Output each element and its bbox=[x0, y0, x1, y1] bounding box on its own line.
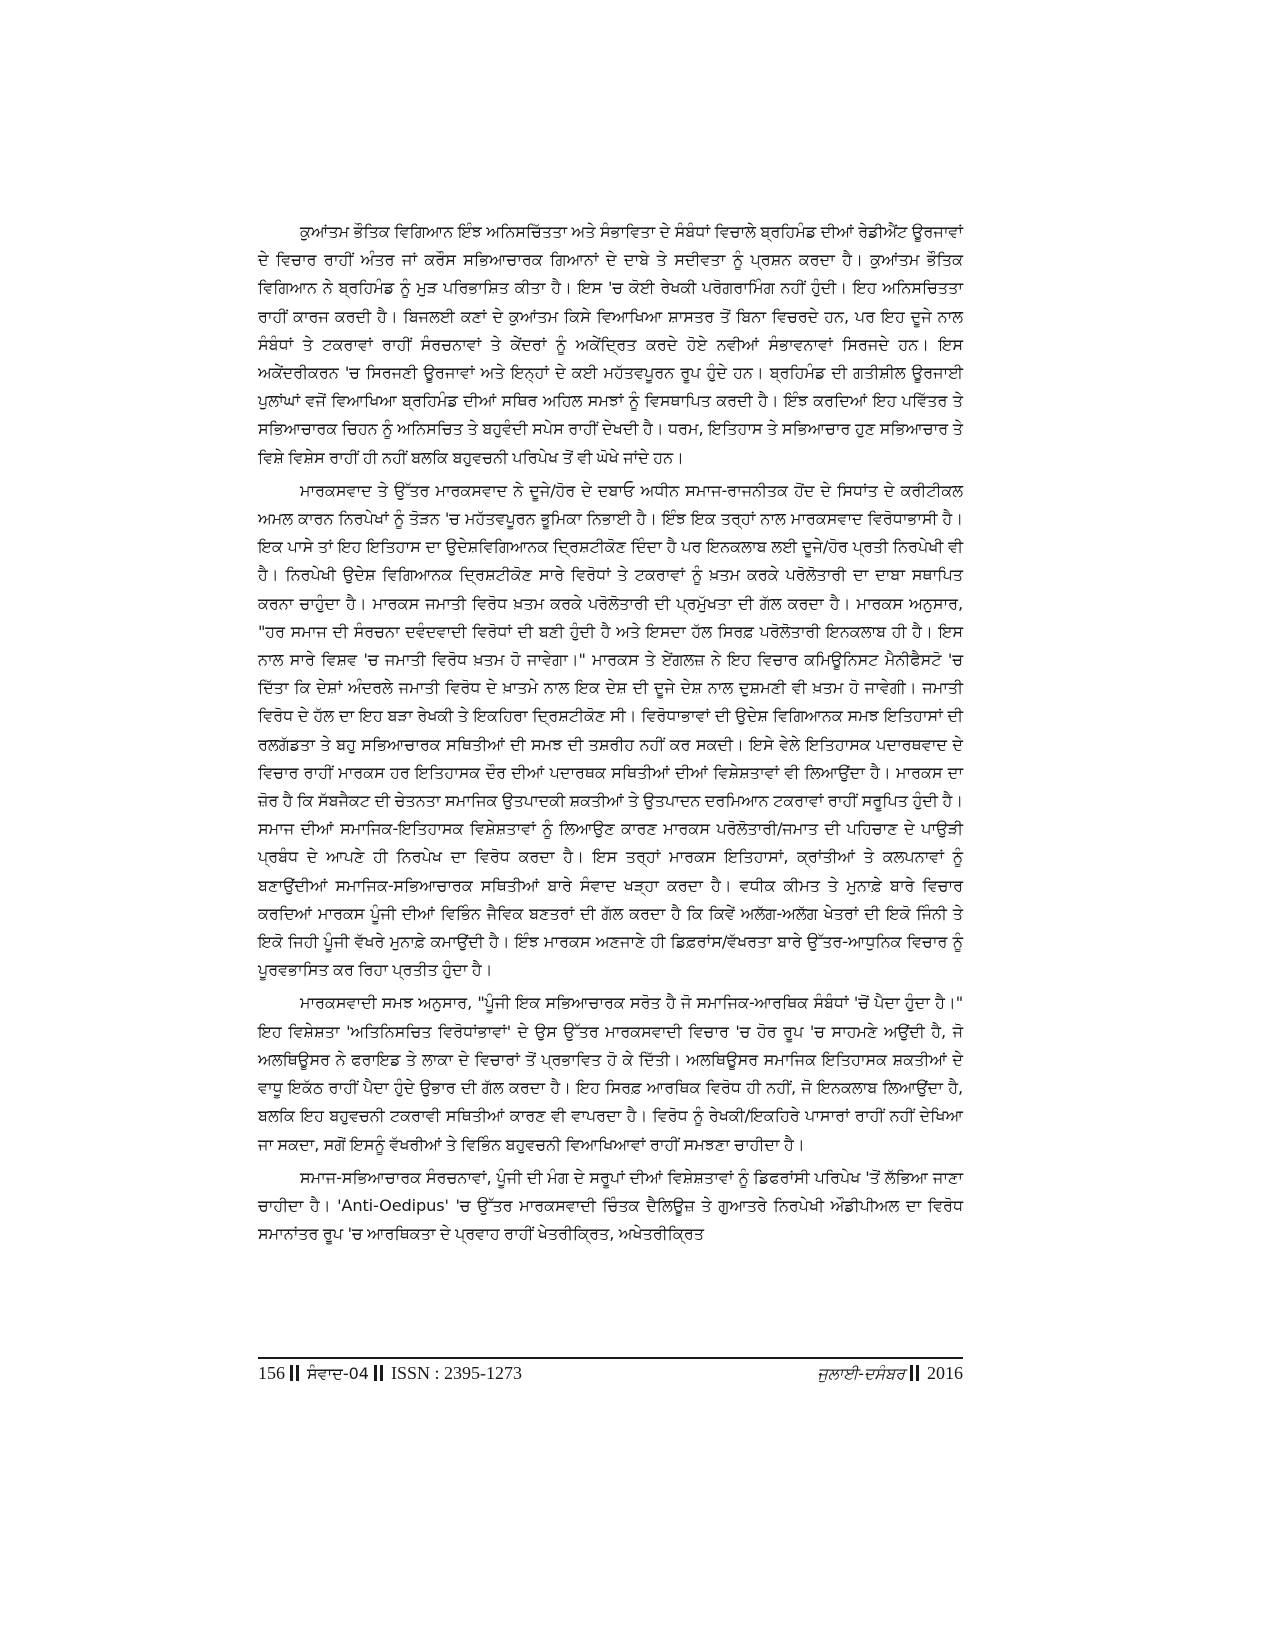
issn: ISSN : 2395-1273 bbox=[390, 1363, 522, 1383]
journal-name: ਸੰਵਾਦ-04 bbox=[307, 1364, 369, 1383]
separator-bars-icon bbox=[910, 1365, 919, 1381]
paragraph-4: ਸਮਾਜ-ਸਭਿਆਚਾਰਕ ਸੰਰਚਨਾਵਾਂ, ਪੂੰਜੀ ਦੀ ਮੰਗ ਦੇ ਸਰੂਪਾਂ ਦੀਆਂ ਵਿਸ਼ੇਸ਼ਤਾਵਾਂ ਨੂੰ ਡਿਫਰਾਂਸੀ ਪਰਿਪੇਖ 'ਤੋਂ ਲੱਭਿਆ ਜਾਣਾ ਚਾਹੀਦਾ ਹੈ। 'Anti-Oedipus' 'ਚ ਉੱਤਰ ਮਾਰਕਸਵਾਦੀ ਚਿੰਤਕ ਦੈਲਿਊਜ਼ ਤੇ ਗੁਆਤਰੇ ਨਿਰਪੇਖੀ ਔਡੀਪੀਅਲ ਦਾ ਵਿਰੋਧ ਸਮਾਨਾਂਤਰ ਰੂਪ 'ਚ ਆਰਥਿਕਤਾ ਦੇ ਪ੍ਰਵਾਹ ਰਾਹੀਂ ਖੇਤਰੀਕ੍ਰਿਤ, ਅਖੇਤਰੀਕ੍ਰਿਤ bbox=[258, 1167, 963, 1244]
separator-bars-icon bbox=[374, 1365, 383, 1381]
paragraph-3: ਮਾਰਕਸਵਾਦੀ ਸਮਝ ਅਨੁਸਾਰ, "ਪੂੰਜੀ ਇਕ ਸਭਿਆਚਾਰਕ ਸਰੋਤ ਹੈ ਜੋ ਸਮਾਜਿਕ-ਆਰਥਿਕ ਸੰਬੰਧਾਂ 'ਚੋਂ ਪੈਦਾ ਹੁੰਦਾ ਹੈ।" ਇਹ ਵਿਸ਼ੇਸ਼ਤਾ 'ਅਤਿਨਿਸਚਿਤ ਵਿਰੋਧਾਂਭਾਵਾਂ' ਦੇ ਉਸ ਉੱਤਰ ਮਾਰਕਸਵਾਦੀ ਵਿਚਾਰ 'ਚ ਹੋਰ ਰੂਪ 'ਚ ਸਾਹਮਣੇ ਅਉਂਦੀ ਹੈ, ਜੋ ਅਲਥਿਊਸਰ ਨੇ ਫਰਾਇਡ ਤੇ ਲਾਕਾ ਦੇ ਵਿਚਾਰਾਂ ਤੋਂ ਪ੍ਰਭਾਵਿਤ ਹੋ ਕੇ ਦਿੱਤੀ। ਅਲਥਿਊਸਰ ਸਮਾਜਿਕ ਇਤਿਹਾਸਕ ਸ਼ਕਤੀਆਂ ਦੇ ਵਾਧੂ ਇਕੱਠ ਰਾਹੀਂ ਪੈਦਾ ਹੁੰਦੇ ਉਭਾਰ ਦੀ ਗੱਲ ਕਰਦਾ ਹੈ। ਇਹ ਸਿਰਫ਼ ਆਰਥਿਕ ਵਿਰੋਧ ਹੀ ਨਹੀਂ, ਜੋ ਇਨਕਲਾਬ ਲਿਆਉਂਦਾ ਹੈ, ਬਲਕਿ ਇਹ ਬਹੁਵਚਨੀ ਟਕਰਾਵੀ ਸਥਿਤੀਆਂ ਕਾਰਣ ਵੀ ਵਾਪਰਦਾ ਹੈ। ਵਿਰੋਧ ਨੂੰ ਰੇਖਕੀ/ਇਕਹਿਰੇ ਪਾਸਾਰਾਂ ਰਾਹੀਂ ਨਹੀਂ ਦੇਖਿਆ ਜਾ ਸਕਦਾ, ਸਗੋਂ ਇਸਨੂੰ ਵੱਖਰੀਆਂ ਤੇ ਵਿਭਿੰਨ ਬਹੁਵਚਨੀ ਵਿਆਖਿਆਵਾਂ ਰਾਹੀਂ ਸਮਝਣਾ ਚਾਹੀਦਾ ਹੈ। bbox=[258, 993, 963, 1154]
footer-rule bbox=[258, 1357, 963, 1359]
paragraph-2: ਮਾਰਕਸਵਾਦ ਤੇ ਉੱਤਰ ਮਾਰਕਸਵਾਦ ਨੇ ਦੂਜੇ/ਹੋਰ ਦੇ ਦਬਾਓ ਅਧੀਨ ਸਮਾਜ-ਰਾਜਨੀਤਕ ਹੋਂਦ ਦੇ ਸਿਧਾਂਤ ਦੇ ਕਰੀਟੀਕਲ ਅਮਲ ਕਾਰਨ ਨਿਰਪੇਖਾਂ ਨੂੰ ਤੋੜਨ 'ਚ ਮਹੱਤਵਪੂਰਨ ਭੂਮਿਕਾ ਨਿਭਾਈ ਹੈ। ਇੰਝ ਇਕ ਤਰ੍ਹਾਂ ਨਾਲ ਮਾਰਕਸਵਾਦ ਵਿਰੋਧਾਭਾਸੀ ਹੈ। ਇਕ ਪਾਸੇ ਤਾਂ ਇਹ ਇਤਿਹਾਸ ਦਾ ਉਦੇਸ਼ਵਿਗਿਆਨਕ ਦ੍ਰਿਸ਼ਟੀਕੋਣ ਦਿੰਦਾ ਹੈ ਪਰ ਇਨਕਲਾਬ ਲਈ ਦੂਜੇ/ਹੋਰ ਪ੍ਰਤੀ ਨਿਰਪੇਖੀ ਵੀ ਹੈ। ਨਿਰਪੇਖੀ ਉਦੇਸ਼ ਵਿਗਿਆਨਕ ਦ੍ਰਿਸ਼ਟੀਕੋਣ ਸਾਰੇ ਵਿਰੋਧਾਂ ਤੇ ਟਕਰਾਵਾਂ ਨੂੰ ਖ਼ਤਮ ਕਰਕੇ ਪਰੋਲੋਤਾਰੀ ਦਾ ਦਾਬਾ ਸਥਾਪਿਤ ਕਰਨਾ ਚਾਹੁੰਦਾ ਹੈ। ਮਾਰਕਸ ਜਮਾਤੀ ਵਿਰੋਧ ਖ਼ਤਮ ਕਰਕੇ ਪਰੋਲੋਤਾਰੀ ਦੀ ਪ੍ਰਮੁੱਖਤਾ ਦੀ ਗੱਲ ਕਰਦਾ ਹੈ। ਮਾਰਕਸ ਅਨੁਸਾਰ, "ਹਰ ਸਮਾਜ ਦੀ ਸੰਰਚਨਾ ਦਵੰਦਵਾਦੀ ਵਿਰੋਧਾਂ ਦੀ ਬਣੀ ਹੁੰਦੀ ਹੈ ਅਤੇ ਇਸਦਾ ਹੱਲ ਸਿਰਫ਼ ਪਰੋਲੋਤਾਰੀ ਇਨਕਲਾਬ ਹੀ ਹੈ। ਇਸ ਨਾਲ ਸਾਰੇ ਵਿਸ਼ਵ 'ਚ ਜਮਾਤੀ ਵਿਰੋਧ ਖ਼ਤਮ ਹੋ ਜਾਵੇਗਾ।" ਮਾਰਕਸ ਤੇ ਏਂਗਲਜ਼ ਨੇ ਇਹ ਵਿਚਾਰ ਕਮਿਊਨਿਸਟ ਮੈਨੀਫੈਸਟੋ 'ਚ ਦਿੱਤਾ ਕਿ ਦੇਸ਼ਾਂ ਅੰਦਰਲੇ ਜਮਾਤੀ ਵਿਰੋਧ ਦੇ ਖ਼ਾਤਮੇ ਨਾਲ ਇਕ ਦੇਸ਼ ਦੀ ਦੂਜੇ ਦੇਸ਼ ਨਾਲ ਦੁਸ਼ਮਣੀ ਵੀ ਖ਼ਤਮ ਹੋ ਜਾਵੇਗੀ। ਜਮਾਤੀ ਵਿਰੋਧ ਦੇ ਹੱਲ ਦਾ ਇਹ ਬੜਾ ਰੇਖਕੀ ਤੇ ਇਕਹਿਰਾ ਦ੍ਰਿਸ਼ਟੀਕੋਣ ਸੀ। ਵਿਰੋਧਾਭਾਵਾਂ ਦੀ ਉਦੇਸ਼ ਵਿਗਿਆਨਕ ਸਮਝ ਇਤਿਹਾਸਾਂ ਦੀ ਰਲਗੱਡਤਾ ਤੇ ਬਹੁ ਸਭਿਆਚਾਰਕ ਸਥਿਤੀਆਂ ਦੀ ਸਮਝ ਦੀ ਤਸ਼ਰੀਹ ਨਹੀਂ ਕਰ ਸਕਦੀ। ਇਸੇ ਵੇਲੇ ਇਤਿਹਾਸਕ ਪਦਾਰਥਵਾਦ ਦੇ ਵਿਚਾਰ ਰਾਹੀਂ ਮਾਰਕਸ ਹਰ ਇਤਿਹਾਸਕ ਦੌਰ ਦੀਆਂ ਪਦਾਰਥਕ ਸਥਿਤੀਆਂ ਦੀਆਂ ਵਿਸ਼ੇਸ਼ਤਾਵਾਂ ਵੀ ਲਿਆਉਂਦਾ ਹੈ। ਮਾਰਕਸ ਦਾ ਜ਼ੋਰ ਹੈ ਕਿ ਸੱਬਜੈਕਟ ਦੀ ਚੇਤਨਤਾ ਸਮਾਜਿਕ ਉਤਪਾਦਕੀ ਸ਼ਕਤੀਆਂ ਤੇ ਉਤਪਾਦਨ ਦਰਮਿਆਨ ਟਕਰਾਵਾਂ ਰਾਹੀਂ ਸਰੂਪਿਤ ਹੁੰਦੀ ਹੈ। ਸਮਾਜ ਦੀਆਂ ਸਮਾਜਿਕ-ਇਤਿਹਾਸਕ ਵਿਸ਼ੇਸ਼ਤਾਵਾਂ ਨੂੰ ਲਿਆਉਣ ਕਾਰਣ ਮਾਰਕਸ ਪਰੋਲੋਤਾਰੀ/ਜਮਾਤ ਦੀ ਪਹਿਚਾਣ ਦੇ ਪਾਉੜੀ ਪ੍ਰਬੰਧ ਦੇ ਆਪਣੇ ਹੀ ਨਿਰਪੇਖ ਦਾ ਵਿਰੋਧ ਕਰਦਾ ਹੈ। ਇਸ ਤਰ੍ਹਾਂ ਮਾਰਕਸ ਇਤਿਹਾਸਾਂ, ਕ੍ਰਾਂਤੀਆਂ ਤੇ ਕਲਪਨਾਵਾਂ ਨੂੰ ਬਣਾਉਂਦੀਆਂ ਸਮਾਜਿਕ-ਸਭਿਆਚਾਰਕ ਸਥਿਤੀਆਂ ਬਾਰੇ ਸੰਵਾਦ ਖੜ੍ਹਾ ਕਰਦਾ ਹੈ। ਵਧੀਕ ਕੀਮਤ ਤੇ ਮੁਨਾਫ਼ੇ ਬਾਰੇ ਵਿਚਾਰ ਕਰਦਿਆਂ ਮਾਰਕਸ ਪੂੰਜੀ ਦੀਆਂ ਵਿਭਿੰਨ ਜੈਵਿਕ ਬਣਤਰਾਂ ਦੀ ਗੱਲ ਕਰਦਾ ਹੈ ਕਿ ਕਿਵੇਂ ਅਲੱਗ-ਅਲੱਗ ਖੇਤਰਾਂ ਦੀ ਇਕੋ ਜਿੰਨੀ ਤੇ ਇਕੋ ਜਿਹੀ ਪੂੰਜੀ ਵੱਖਰੇ ਮੁਨਾਫ਼ੇ ਕਮਾਉਂਦੀ ਹੈ। ਇੰਝ ਮਾਰਕਸ ਅਣਜਾਣੇ ਹੀ ਡਿਫ਼ਰਾਂਸ/ਵੱਖਰਤਾ ਬਾਰੇ ਉੱਤਰ-ਆਧੁਨਿਕ ਵਿਚਾਰ ਨੂੰ ਪੂਰਵਭਾਸਿਤ ਕਰ ਰਿਹਾ ਪ੍ਰਤੀਤ ਹੁੰਦਾ ਹੈ। bbox=[258, 480, 963, 980]
footer-left bbox=[258, 1363, 522, 1384]
page-number: 156 bbox=[258, 1363, 285, 1383]
page-footer bbox=[258, 1363, 963, 1393]
issue-year: 2016 bbox=[927, 1363, 963, 1383]
paragraph-1: ਕੁਆਂਤਮ ਭੌਤਿਕ ਵਿਗਿਆਨ ਇੰਝ ਅਨਿਸਚਿੱਤਤਾ ਅਤੇ ਸੰਭਾਵਿਤਾ ਦੇ ਸੰਬੰਧਾਂ ਵਿਚਾਲੇ ਬ੍ਰਹਿਮੰਡ ਦੀਆਂ ਰੇਡੀਐਂਟ ਊਰਜਾਵਾਂ ਦੇ ਵਿਚਾਰ ਰਾਹੀਂ ਅੰਤਰ ਜਾਂ ਕਰੌਸ ਸਭਿਆਚਾਰਕ ਗਿਆਨਾਂ ਦੇ ਦਾਬੇ ਤੇ ਸਦੀਵਤਾ ਨੂੰ ਪ੍ਰਸ਼ਨ ਕਰਦਾ ਹੈ। ਕੁਆਂਤਮ ਭੌਤਿਕ ਵਿਗਿਆਨ ਨੇ ਬ੍ਰਹਿਮੰਡ ਨੂੰ ਮੁੜ ਪਰਿਭਾਸ਼ਿਤ ਕੀਤਾ ਹੈ। ਇਸ 'ਚ ਕੋਈ ਰੇਖਕੀ ਪਰੋਗਰਾਮਿੰਗ ਨਹੀਂ ਹੁੰਦੀ। ਇਹ ਅਨਿਸਚਿਤਤਾ ਰਾਹੀਂ ਕਾਰਜ ਕਰਦੀ ਹੈ। ਬਿਜਲਈ ਕਣਾਂ ਦੇ ਕੁਆਂਤਮ ਕਿਸੇ ਵਿਆਖਿਆ ਸ਼ਾਸਤਰ ਤੋਂ ਬਿਨਾ ਵਿਚਰਦੇ ਹਨ, ਪਰ ਇਹ ਦੂਜੇ ਨਾਲ ਸੰਬੰਧਾਂ ਤੇ ਟਕਰਾਵਾਂ ਰਾਹੀਂ ਸੰਰਚਨਾਵਾਂ ਤੇ ਕੇਂਦਰਾਂ ਨੂੰ ਅਕੇਂਦ੍ਰਿਤ ਕਰਦੇ ਹੋਏ ਨਵੀਆਂ ਸੰਭਾਵਨਾਵਾਂ ਸਿਰਜਦੇ ਹਨ। ਇਸ ਅਕੇਂਦਰੀਕਰਨ 'ਚ ਸਿਰਜਣੀ ਊਰਜਾਵਾਂ ਅਤੇ ਇਨ੍ਹਾਂ ਦੇ ਕਈ ਮਹੱਤਵਪੂਰਨ ਰੂਪ ਹੁੰਦੇ ਹਨ। ਬ੍ਰਹਿਮੰਡ ਦੀ ਗਤੀਸ਼ੀਲ ਊਰਜਾਈ ਪੁਲਾਂਘਾਂ ਵਜੋਂ ਵਿਆਖਿਆ ਬ੍ਰਹਿਮੰਡ ਦੀਆਂ ਸਥਿਰ ਅਹਿਲ ਸਮਝਾਂ ਨੂੰ ਵਿਸਥਾਪਿਤ ਕਰਦੀ ਹੈ। ਇੰਝ ਕਰਦਿਆਂ ਇਹ ਪਵਿੱਤਰ ਤੇ ਸਭਿਆਚਾਰਕ ਚਿਹਨ ਨੂੰ ਅਨਿਸਚਿਤ ਤੇ ਬਹੁਵੰਦੀ ਸਪੇਸ ਰਾਹੀਂ ਦੇਖਦੀ ਹੈ। ਧਰਮ, ਇਤਿਹਾਸ ਤੇ ਸਭਿਆਚਾਰ ਹੁਣ ਸਭਿਆਚਾਰ ਤੇ ਵਿਸ਼ੇ ਵਿਸ਼ੇਸ ਰਾਹੀਂ ਹੀ ਨਹੀਂ ਬਲਕਿ ਬਹੁਵਚਨੀ ਪਰਿਪੇਖ ਤੋਂ ਵੀ ਘੋਖੇ ਜਾਂਦੇ ਹਨ। bbox=[258, 222, 963, 467]
issue-months: ਜੁਲਾਈ-ਦਸੰਬਰ bbox=[817, 1364, 905, 1383]
article-body bbox=[258, 218, 963, 1248]
footer-right bbox=[817, 1363, 963, 1384]
separator-bars-icon bbox=[290, 1365, 299, 1381]
